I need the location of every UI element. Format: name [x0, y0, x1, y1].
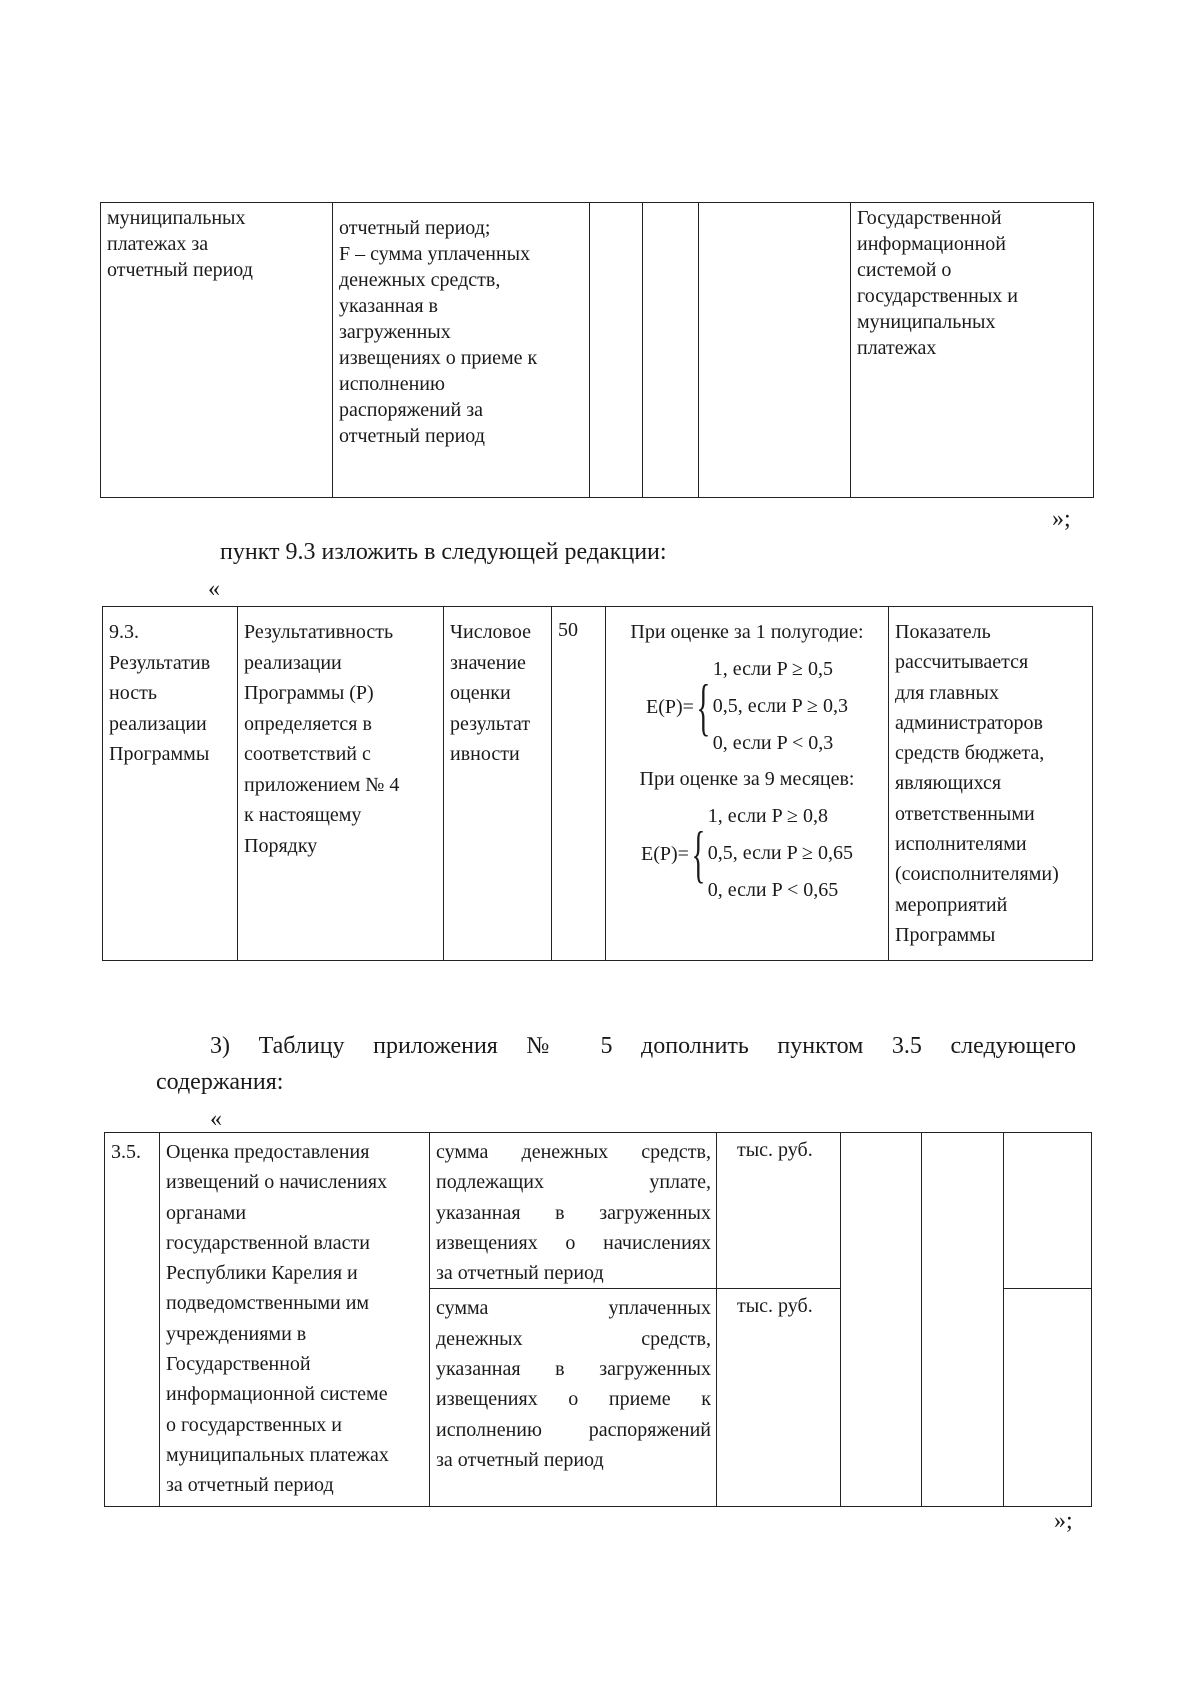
- formula-case: 1, если P ≥ 0,5: [712, 658, 833, 680]
- table-cell: 9.3. Результатив ность реализации Программы: [103, 607, 238, 961]
- table-cell: Показатель рассчитывается для главных администраторов средств бюджета, являющихся ответственными исполнителями (соисполнителями) мероприятий Программы: [889, 607, 1093, 961]
- table-cell: [1004, 1289, 1092, 1507]
- description-text: сумма уплаченных денежных средств, указанная в загруженных извещениях о приеме к исполнению распоряжений: [436, 1297, 711, 1441]
- formula-heading: При оценке за 9 месяцев:: [639, 768, 855, 790]
- table-cell: [922, 1133, 1004, 1507]
- table-cell: муниципальных платежах за отчетный период: [101, 203, 333, 498]
- table-continuation: [100, 202, 1094, 498]
- paragraph-text: пункт 9.3 изложить в следующей редакции:: [220, 539, 667, 565]
- description-text: сумма денежных средств, подлежащих уплате, указанная в загруженных извещениях о начислениях: [436, 1141, 711, 1254]
- formula-cases: [713, 651, 848, 762]
- table-item-3-5: [104, 1132, 1092, 1507]
- table-cell: [430, 1289, 717, 1507]
- paragraph-text: 3) Таблицу приложения № 5 дополнить пунктом 3.5 следующего: [210, 1033, 1076, 1059]
- table-cell: [643, 203, 699, 498]
- opening-quote-mark: «: [208, 576, 220, 602]
- formula-heading: При оценке за 1 полугодие:: [630, 621, 864, 643]
- formula-case: 0,5, если P ≥ 0,3: [712, 695, 848, 717]
- table-cell: [590, 203, 643, 498]
- formula-case: 0, если P < 0,3: [712, 732, 834, 754]
- formula-cases: [708, 798, 853, 909]
- table-cell: 50: [552, 607, 606, 961]
- formula-label: E(P)=: [646, 695, 694, 718]
- paragraph-text: содержания:: [156, 1069, 284, 1095]
- table-cell: Оценка предоставления извещений о начислениях органами государственной власти Республики Карелия и подведомственными им учреждениями в Государственной информационной системе о государственных и муниципальных платежах за отчетный период: [160, 1133, 430, 1507]
- opening-quote-mark: «: [210, 1106, 222, 1132]
- table-cell: [699, 203, 851, 498]
- closing-quote-mark: »;: [1052, 506, 1071, 532]
- table-cell: [841, 1133, 922, 1507]
- piecewise-formula: [608, 651, 886, 762]
- formula-cell: [606, 607, 889, 961]
- table-cell: [430, 1133, 717, 1289]
- description-text: за отчетный период: [436, 1262, 604, 1285]
- table-cell: тыс. руб.: [717, 1289, 841, 1507]
- table-cell: Результативность реализации Программы (Р) определяется в соответствий с приложением № 4 к настоящему Порядку: [238, 607, 444, 961]
- closing-quote-mark: »;: [1054, 1508, 1073, 1534]
- formula-label: E(P)=: [641, 842, 689, 865]
- formula-case: 0,5, если P ≥ 0,65: [707, 842, 853, 864]
- formula-case: 1, если P ≥ 0,8: [707, 805, 828, 827]
- table-cell: отчетный период; F – сумма уплаченных денежных средств, указанная в загруженных извещениях о приеме к исполнению распоряжений за отчетный период: [333, 203, 590, 498]
- table-cell: [1004, 1133, 1092, 1289]
- table-cell: Государственной информационной системой о государственных и муниципальных платежах: [851, 203, 1094, 498]
- brace-icon: {: [691, 817, 706, 889]
- description-text: за отчетный период: [436, 1448, 604, 1471]
- piecewise-formula: [608, 798, 886, 909]
- brace-icon: {: [696, 670, 711, 742]
- table-cell: 3.5.: [105, 1133, 160, 1507]
- table-cell: Числовое значение оценки результат ивности: [444, 607, 552, 961]
- table-item-9-3: [102, 606, 1093, 961]
- table-cell: тыс. руб.: [717, 1133, 841, 1289]
- formula-case: 0, если P < 0,65: [707, 879, 839, 901]
